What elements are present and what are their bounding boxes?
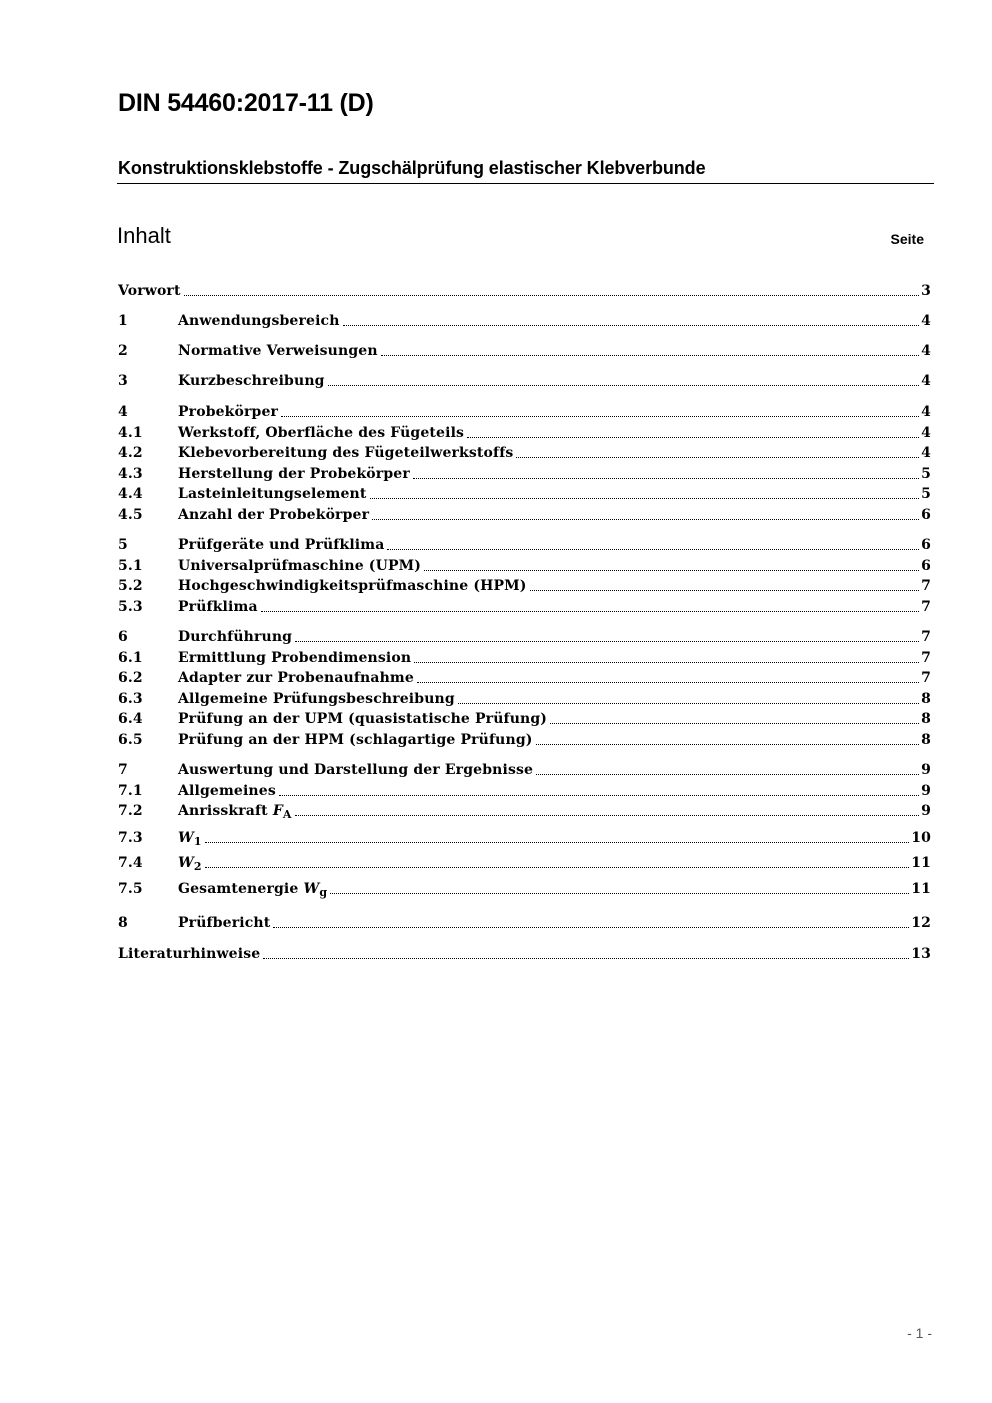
toc-leader-dots — [370, 498, 920, 499]
toc-entry-number: 4.5 — [118, 507, 143, 523]
toc-entry-number: 3 — [118, 373, 128, 389]
toc-entry-number: 1 — [118, 313, 128, 329]
toc-entry-number: 6.3 — [118, 691, 143, 707]
toc-entry-6-3[interactable] — [118, 688, 931, 708]
toc-entry-number: 6.4 — [118, 711, 143, 727]
toc-entry-1[interactable] — [118, 310, 931, 330]
toc-entry-title: Literaturhinweise — [118, 946, 261, 962]
toc-leader-dots — [328, 385, 920, 386]
toc-entry-6-1[interactable] — [118, 647, 931, 667]
toc-entry-page: 4 — [921, 373, 931, 389]
toc-leader-dots — [530, 590, 920, 591]
toc-entry-number: 7.4 — [118, 855, 143, 871]
document-title: Konstruktionsklebstoffe - Zugschälprüfung elastischer Klebverbunde — [118, 158, 706, 178]
toc-entry-number: 8 — [118, 915, 128, 931]
toc-leader-dots — [414, 662, 919, 663]
toc-entry-title: Anzahl der Probekörper — [178, 507, 370, 523]
toc-entry-number: 7 — [118, 762, 128, 778]
formula-symbol: F — [272, 803, 283, 819]
formula-symbol: W — [178, 855, 194, 871]
toc-entry-5-1[interactable] — [118, 555, 931, 575]
toc-leader-dots — [205, 867, 910, 868]
toc-entry-number: 5 — [118, 537, 128, 553]
toc-entry-title: Herstellung der Probekörper — [178, 466, 410, 482]
toc-leader-dots — [381, 355, 919, 356]
toc-leader-dots — [424, 570, 919, 571]
toc-entry-page: 9 — [921, 783, 931, 799]
toc-entry-page: 4 — [921, 404, 931, 420]
toc-entry-page: 5 — [921, 486, 931, 502]
toc-entry-page: 11 — [911, 855, 931, 871]
toc-entry-number: 2 — [118, 343, 128, 359]
toc-entry-6-5[interactable] — [118, 729, 931, 749]
toc-entry-number: 7.5 — [118, 881, 143, 897]
toc-entry-vorwort[interactable] — [118, 280, 931, 300]
toc-leader-dots — [343, 325, 920, 326]
toc-entry-page: 4 — [921, 445, 931, 461]
toc-leader-dots — [467, 437, 919, 438]
formula-symbol: W — [178, 830, 194, 846]
toc-entry-number: 4 — [118, 404, 128, 420]
toc-entry-page: 4 — [921, 425, 931, 441]
toc-leader-dots — [295, 815, 919, 816]
toc-entry-4-3[interactable] — [118, 463, 931, 483]
toc-entry-title — [178, 880, 327, 898]
toc-entry-title: Auswertung und Darstellung der Ergebnisse — [178, 762, 534, 778]
toc-entry-number: 4.1 — [118, 425, 143, 441]
formula-symbol: W — [303, 881, 320, 897]
toc-entry-title: Kurzbeschreibung — [178, 373, 325, 389]
toc-entry-7-2[interactable] — [118, 800, 931, 820]
toc-entry-title-text: Gesamtenergie — [178, 881, 299, 897]
toc-entry-title: Lasteinleitungselement — [178, 486, 367, 502]
toc-entry-title: Vorwort — [118, 283, 181, 299]
toc-entry-title: Ermittlung Probendimension — [178, 650, 412, 666]
toc-entry-number: 4.4 — [118, 486, 143, 502]
toc-entry-title: Adapter zur Probenaufnahme — [178, 670, 414, 686]
toc-entry-5-3[interactable] — [118, 596, 931, 616]
toc-entry-6-2[interactable] — [118, 667, 931, 687]
toc-entry-page: 12 — [911, 915, 931, 931]
toc-leader-dots — [273, 927, 909, 928]
toc-entry-title-text: Anrisskraft — [178, 803, 268, 819]
toc-entry-4-2[interactable] — [118, 442, 931, 462]
formula-subscript: 2 — [193, 860, 202, 873]
toc-entry-page: 11 — [911, 881, 931, 897]
document-id: DIN 54460:2017-11 (D) — [118, 89, 374, 117]
toc-entry-page: 6 — [921, 537, 931, 553]
toc-entry-number: 5.3 — [118, 599, 143, 615]
toc-entry-5-2[interactable] — [118, 575, 931, 595]
toc-entry-page: 8 — [921, 691, 931, 707]
toc-leader-dots — [184, 295, 920, 296]
formula-subscript: A — [282, 808, 292, 821]
toc-entry-title: Anwendungsbereich — [178, 313, 340, 329]
toc-entry-4[interactable] — [118, 401, 931, 421]
toc-entry-5[interactable] — [118, 534, 931, 554]
toc-entry-number: 7.2 — [118, 803, 143, 819]
toc-leader-dots — [372, 519, 919, 520]
toc-entry-page: 6 — [921, 558, 931, 574]
toc-entry-title: Klebevorbereitung des Fügeteilwerkstoffs — [178, 445, 514, 461]
toc-entry-title — [178, 854, 202, 872]
toc-leader-dots — [295, 641, 919, 642]
toc-entry-title — [178, 829, 202, 847]
toc-entry-number: 6.2 — [118, 670, 143, 686]
toc-entry-number: 4.3 — [118, 466, 143, 482]
toc-entry-page: 9 — [921, 803, 931, 819]
toc-leader-dots — [387, 549, 919, 550]
toc-leader-dots — [263, 958, 909, 959]
toc-leader-dots — [413, 478, 919, 479]
toc-entry-title: Prüfung an der HPM (schlagartige Prüfung) — [178, 732, 533, 748]
toc-entry-number: 6.1 — [118, 650, 143, 666]
toc-leader-dots — [279, 795, 919, 796]
toc-entry-2[interactable] — [118, 340, 931, 360]
toc-entry-title: Allgemeine Prüfungsbeschreibung — [178, 691, 455, 707]
toc-entry-title: Prüfgeräte und Prüfklima — [178, 537, 385, 553]
toc-leader-dots — [550, 723, 919, 724]
toc-entry-number: 4.2 — [118, 445, 143, 461]
toc-entry-title: Probekörper — [178, 404, 279, 420]
toc-entry-page: 7 — [921, 629, 931, 645]
toc-entry-page: 4 — [921, 313, 931, 329]
toc-entry-number: 5.2 — [118, 578, 143, 594]
toc-leader-dots — [417, 682, 919, 683]
toc-entry-8[interactable] — [118, 912, 931, 932]
toc-entry-title: Hochgeschwindigkeitsprüfmaschine (HPM) — [178, 578, 527, 594]
toc-entry-title: Prüfbericht — [178, 915, 271, 931]
toc-leader-dots — [205, 842, 910, 843]
toc-entry-page: 7 — [921, 578, 931, 594]
toc-entry-title: Universalprüfmaschine (UPM) — [178, 558, 422, 574]
toc-entry-title: Prüfklima — [178, 599, 258, 615]
toc-leader-dots — [281, 416, 919, 417]
toc-entry-title: Normative Verweisungen — [178, 343, 378, 359]
toc-leader-dots — [330, 893, 909, 894]
toc-entry-page: 8 — [921, 711, 931, 727]
toc-entry-3[interactable] — [118, 370, 931, 390]
title-divider — [117, 183, 934, 184]
toc-entry-4-5[interactable] — [118, 504, 931, 524]
toc-entry-title: Prüfung an der UPM (quasistatische Prüfung) — [178, 711, 548, 727]
toc-entry-title: Allgemeines — [178, 783, 276, 799]
toc-entry-page: 6 — [921, 507, 931, 523]
toc-entry-number: 5.1 — [118, 558, 143, 574]
toc-entry-page: 7 — [921, 670, 931, 686]
toc-entry-literaturhinweise[interactable] — [118, 943, 931, 963]
toc-entry-title — [178, 802, 292, 820]
toc-leader-dots — [458, 703, 919, 704]
toc-entry-page: 7 — [921, 650, 931, 666]
toc-entry-page: 3 — [921, 283, 931, 299]
toc-leader-dots — [261, 611, 919, 612]
toc-entry-7-5[interactable] — [118, 878, 931, 898]
formula-subscript: 1 — [193, 835, 202, 848]
toc-entry-7-1[interactable] — [118, 780, 931, 800]
toc-leader-dots — [536, 774, 919, 775]
toc-entry-4-4[interactable] — [118, 483, 931, 503]
toc-entry-page: 5 — [921, 466, 931, 482]
toc-leader-dots — [536, 744, 920, 745]
toc-heading: Inhalt — [117, 223, 171, 248]
toc-page-column-heading: Seite — [890, 231, 924, 247]
toc-entry-6-4[interactable] — [118, 708, 931, 728]
toc-entry-7-4[interactable] — [118, 852, 931, 872]
toc-entry-number: 7.1 — [118, 783, 143, 799]
toc-entry-number: 6 — [118, 629, 128, 645]
page-number: - 1 - — [907, 1325, 932, 1341]
toc-entry-number: 6.5 — [118, 732, 143, 748]
toc-entry-page: 13 — [911, 946, 931, 962]
toc-entry-page: 9 — [921, 762, 931, 778]
toc-leader-dots — [516, 457, 919, 458]
toc-entry-page: 4 — [921, 343, 931, 359]
toc-entry-7[interactable] — [118, 759, 931, 779]
formula-subscript: g — [319, 886, 328, 899]
toc-entry-6[interactable] — [118, 626, 931, 646]
toc-entry-page: 10 — [911, 830, 931, 846]
toc-entry-title: Durchführung — [178, 629, 293, 645]
toc-entry-title: Werkstoff, Oberfläche des Fügeteils — [178, 425, 465, 441]
toc-entry-page: 7 — [921, 599, 931, 615]
toc-entry-number: 7.3 — [118, 830, 143, 846]
toc-entry-4-1[interactable] — [118, 422, 931, 442]
toc-entry-7-3[interactable] — [118, 827, 931, 847]
toc-entry-page: 8 — [921, 732, 931, 748]
